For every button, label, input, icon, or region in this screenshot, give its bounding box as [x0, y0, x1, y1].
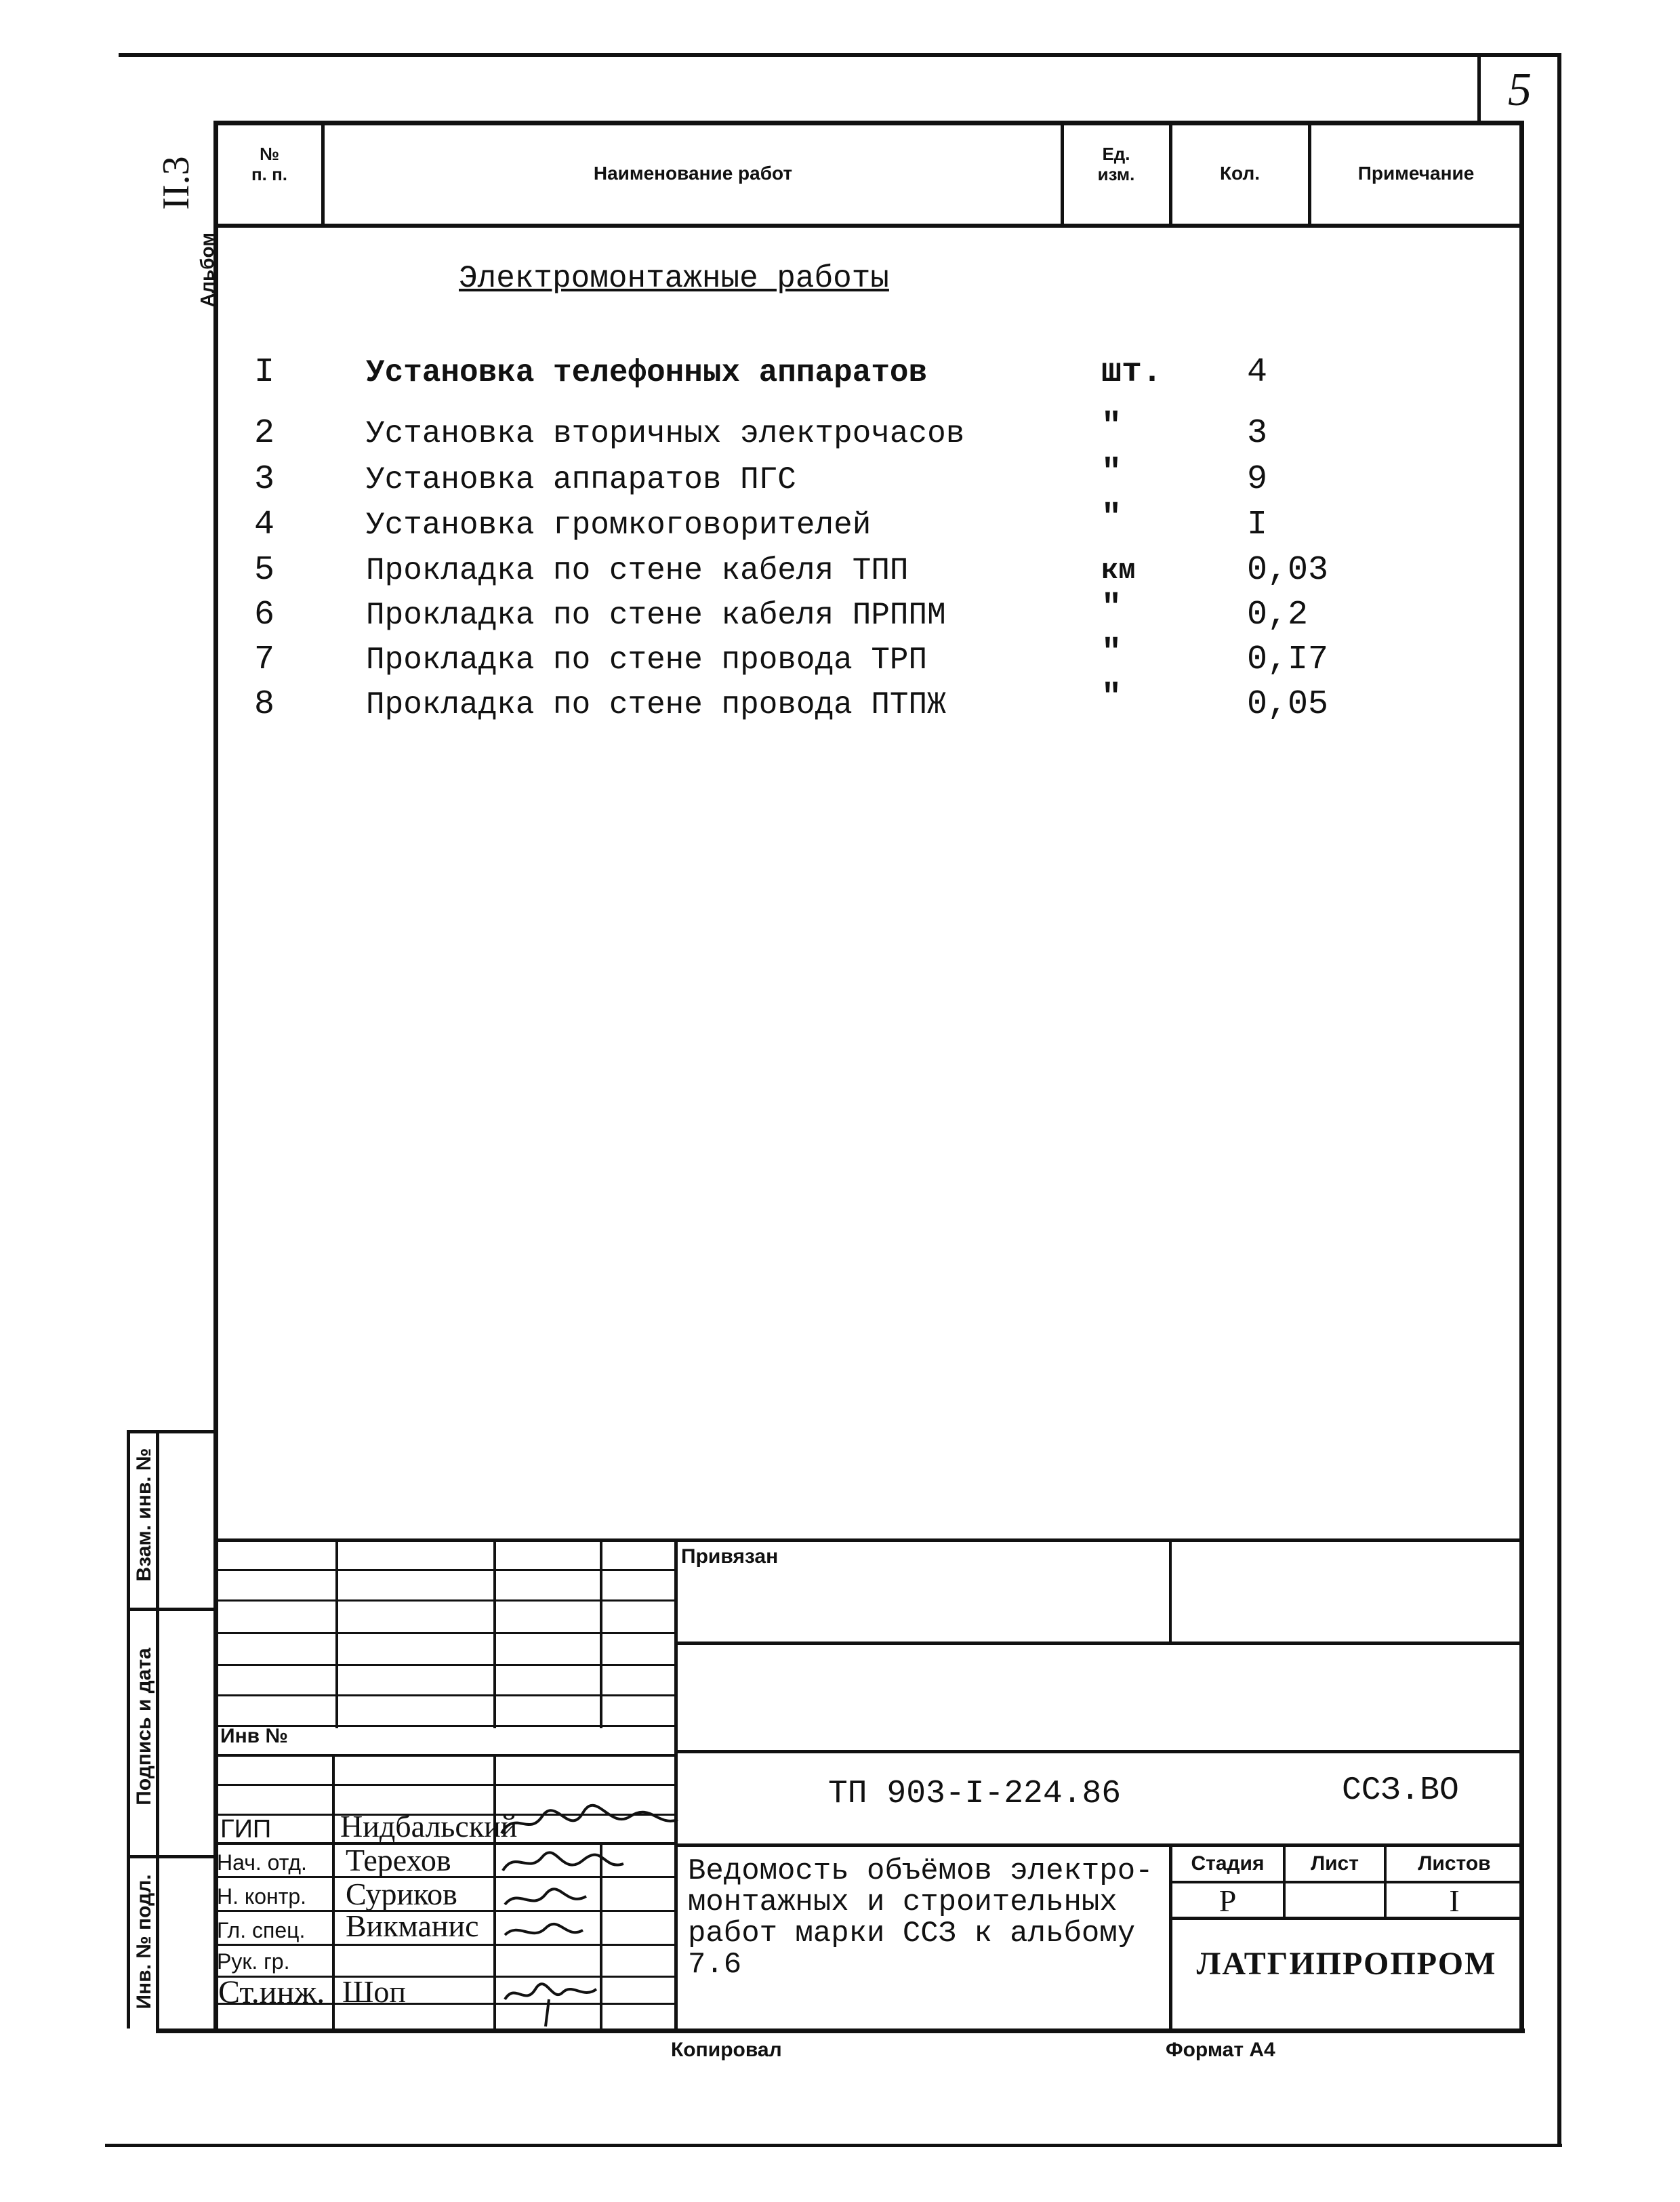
row-num: 2 — [254, 414, 275, 453]
stage-value: Р — [1218, 1883, 1237, 1918]
row-num: 5 — [254, 551, 275, 590]
signature-nach-otd — [503, 1852, 623, 1871]
frame-left — [213, 121, 218, 2032]
signer-role: Рук. гр. — [217, 1949, 290, 1974]
signer-role: Нач. отд. — [217, 1850, 307, 1875]
row-num: 6 — [254, 596, 275, 634]
row-qty: 0,03 — [1247, 551, 1329, 590]
row-name: Установка телефонных аппаратов — [366, 355, 928, 390]
sheet-label: Лист — [1311, 1852, 1359, 1875]
tb-hline-r1 — [676, 1642, 1523, 1645]
tb-hline-7 — [216, 1754, 676, 1757]
signature-tail — [546, 1999, 549, 2026]
tb-top — [216, 1538, 1523, 1542]
row-num: 8 — [254, 685, 275, 724]
signer-role: Гл. спец. — [217, 1918, 306, 1942]
privyazan-label: Привязан — [681, 1545, 779, 1568]
header-bottom-line — [216, 224, 1523, 228]
organization-name: ЛАТГИПРОПРОМ — [1196, 1946, 1497, 1982]
row-num: 3 — [254, 460, 275, 499]
signature-n-kontr — [505, 1889, 586, 1904]
sheets-value: I — [1449, 1883, 1460, 1918]
signer-name: Шоп — [342, 1974, 407, 2009]
row-qty: 4 — [1247, 353, 1268, 392]
section-title: Электромонтажные работы — [459, 261, 889, 296]
tb-hline-8 — [216, 1784, 676, 1786]
row-num: 7 — [254, 640, 275, 679]
signatures-drawing — [495, 1796, 684, 2033]
tb-hline-r3 — [676, 1843, 1523, 1847]
signer-name: Суриков — [346, 1877, 457, 1911]
page-number: 5 — [1508, 64, 1532, 116]
tb-hline-4 — [216, 1664, 676, 1666]
frame-top — [216, 121, 1523, 125]
row-unit: " — [1101, 589, 1122, 628]
tb-hline-2 — [216, 1599, 676, 1602]
stage-label: Стадия — [1191, 1852, 1265, 1875]
row-qty: 3 — [1247, 414, 1268, 453]
inv-no-label: Инв № — [220, 1725, 288, 1747]
row-qty: I — [1247, 506, 1268, 544]
signer-role: Ст.инж. — [218, 1974, 325, 2010]
document-title: Ведомость объёмов электро- монтажных и строительных работ марки ССЗ к альбому 7.6 — [688, 1854, 1153, 1982]
header-col-1 — [321, 121, 325, 226]
header-qty: Кол. — [1219, 163, 1261, 184]
row-num: 4 — [254, 506, 275, 544]
signature-st-inzh — [505, 1984, 596, 1999]
signer-role: Н. контр. — [217, 1884, 307, 1909]
signer-name: Викманис — [346, 1909, 479, 1943]
frame-bottom — [156, 2028, 1525, 2033]
row-unit: " — [1101, 634, 1122, 672]
header-col-2 — [1061, 121, 1064, 226]
header-unit: Ед. изм. — [1097, 144, 1135, 184]
row-qty: 0,2 — [1247, 596, 1309, 634]
right-edge-line — [1557, 53, 1561, 2147]
frame-right — [1519, 121, 1524, 2033]
row-name: Прокладка по стене провода ПТПЖ — [366, 687, 946, 722]
stamp-podpis: Подпись и дата — [133, 1648, 155, 1806]
header-note: Примечание — [1357, 163, 1475, 184]
stamp-vzam: Взам. инв. № — [133, 1448, 155, 1582]
row-unit: км — [1101, 554, 1136, 587]
album-label: Альбом — [197, 232, 218, 307]
row-name: Установка аппаратов ПГС — [366, 462, 796, 497]
page-number-box-left — [1477, 57, 1481, 125]
row-name: Прокладка по стене провода ТРП — [366, 643, 928, 678]
signature-gip — [501, 1806, 678, 1833]
header-col-3 — [1169, 121, 1172, 226]
row-qty: 0,I7 — [1247, 640, 1329, 679]
row-name: Прокладка по стене кабеля ПРППМ — [366, 598, 946, 633]
tb-hline-3 — [216, 1632, 676, 1634]
row-unit: " — [1101, 678, 1122, 717]
header-col-4 — [1308, 121, 1311, 226]
stamp-col-mid — [156, 1432, 159, 2028]
stamp-inv-podl: Инв. № подл. — [133, 1874, 155, 2010]
top-edge-line — [119, 53, 1557, 57]
row-unit: шт. — [1101, 353, 1163, 392]
row-qty: 9 — [1247, 460, 1268, 499]
tb-privyazan-divider — [1169, 1538, 1172, 1644]
doc-code: ТП 903-I-224.86 — [828, 1776, 1122, 1812]
header-name: Наименование работ — [593, 163, 793, 184]
row-unit: " — [1101, 499, 1122, 537]
signer-name: Нидбальский — [340, 1809, 518, 1843]
row-name: Установка вторичных электрочасов — [366, 416, 965, 451]
tb-hline-r2 — [676, 1750, 1523, 1753]
tb-hline-5 — [216, 1694, 676, 1696]
signer-name: Терехов — [346, 1843, 451, 1877]
footer-format: Формат А4 — [1166, 2039, 1275, 2061]
header-num: № п. п. — [251, 144, 288, 184]
row-name: Установка громкоговорителей — [366, 508, 872, 543]
doc-mark: ССЗ.ВО — [1342, 1772, 1459, 1809]
row-name: Прокладка по стене кабеля ТПП — [366, 553, 909, 588]
album-value: II.3 — [155, 156, 197, 210]
footer-copied: Копировал — [671, 2039, 782, 2061]
row-num: I — [254, 353, 275, 392]
sheets-label: Листов — [1418, 1852, 1491, 1875]
stamp-col-left — [127, 1432, 130, 2028]
tb-hline-1 — [216, 1569, 676, 1571]
bottom-edge-line — [105, 2144, 1562, 2147]
signer-role: ГИП — [220, 1815, 272, 1843]
row-qty: 0,05 — [1247, 685, 1329, 724]
signature-gl-spec — [505, 1924, 583, 1935]
row-unit: " — [1101, 453, 1122, 492]
row-unit: " — [1101, 407, 1122, 446]
tb-vline-a2 — [332, 1755, 335, 2030]
